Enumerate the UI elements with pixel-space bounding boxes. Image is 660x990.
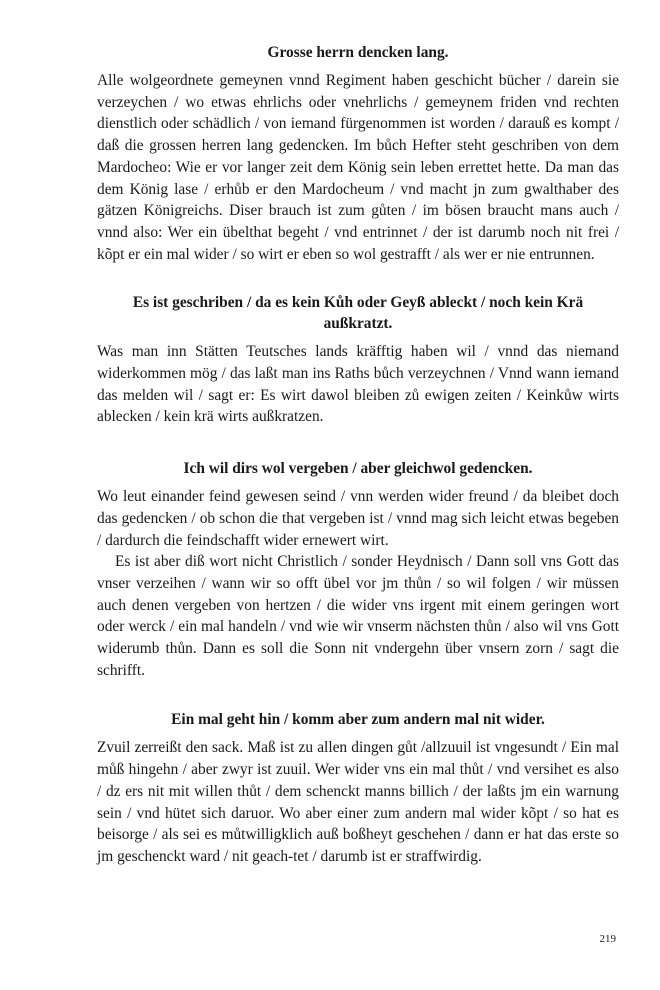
section-heading: Es ist geschriben / da es kein Kůh oder Geyß ableckt / noch kein Krä außkratzt. (132, 294, 584, 333)
section-heading: Ein mal geht hin / komm aber zum andern mal nit wider. (171, 711, 545, 729)
page-body (97, 42, 619, 868)
paragraph: Wo leut einander feind gewesen seind / vnn werden wider freund / da bleibet doch das gedencken / ob schon die that vergeben ist / vnnd mag sich leicht etwas begeben / dardurch die feindschafft wider ernewert wirt. (97, 488, 619, 549)
paragraph: Was man inn Stätten Teutsches lands kräfftig haben wil / vnnd das niemand widerkommen mög / das laßt man ins Raths bůch verzeychnen / Vnnd wann iemand das melden wil / sagt er: Es wirt dawol bleiben zů ewigen zeiten / Keinkůw wirts ablecken / kein krä wirts außkratzen. (97, 343, 619, 426)
section-kuh-geyss (97, 292, 619, 428)
page-number: 219 (599, 933, 616, 945)
section-heading: Ich wil dirs wol vergeben / aber gleichwol gedencken. (183, 460, 533, 478)
paragraph: Zvuil zerreißt den sack. Maß ist zu allen dingen gůt /allzuuil ist vngesundt / Ein mal můß hingehn / aber zwyr ist zuuil. Wer wider vns ein mal thůt / vnd versihet es also / dz ers nit mit willen thůt / dem schenckt manns billich / der laßts jm ein warnung sein / vnd hütet sich daruor. Wo aber einer zum andern mal wider kõpt / so hat es beisorge / als sei es můtwilligklich auß boßheyt geschehen / dann er hat das erste so jm geschenckt ward / nit geach-tet / darumb ist er straffwirdig. (97, 739, 619, 865)
section-heading: Grosse herrn dencken lang. (267, 44, 449, 61)
section-vergeben (97, 458, 619, 681)
paragraph: Es ist aber diß wort nicht Christlich / sonder Heydnisch / Dann soll vns Gott das vnser verzeihen / wann wir so offt übel vor jm thůn / so wil folgen / wir müssen auch denen vergeben von hertzen / die wider vns irgent mit einem geringen wort oder werck / ein mal handeln / vnd wie wir vnserm nächsten thůn / also wil vns Gott widerumb thůn. Dann es soll die Sonn nit vndergehn über vnsern zorn / sagt die schrifft. (97, 553, 619, 679)
section-grosse-herrn (97, 42, 619, 265)
section-ein-mal (97, 709, 619, 867)
paragraph: Alle wolgeordnete gemeynen vnnd Regiment haben geschicht bücher / darein sie verzeychen / wo etwas ehrlichs oder vnehrlichs / gemeynem friden vnd rechten dienstlich oder schädlich / von iemand fürgenommen ist worden / darauß es kompt / daß die grossen herren lang gedencken. Im bůch Hefter steht geschriben von dem Mardocheo: Wie er vor langer zeit dem König sein leben errettet hette. Da man das dem König lase / erhůb er den Mardocheum / vnd macht jn zum gwalthaber des gätzen Königreichs. Diser brauch ist zum gůten / im bösen braucht mans auch / vnnd also: Wer ein übelthat begeht / vnd entrinnet / der ist darumb noch nit frei / kõpt er ein mal wider / so wirt er eben so wol gestrafft / als wer er nie entrunnen. (97, 72, 619, 263)
